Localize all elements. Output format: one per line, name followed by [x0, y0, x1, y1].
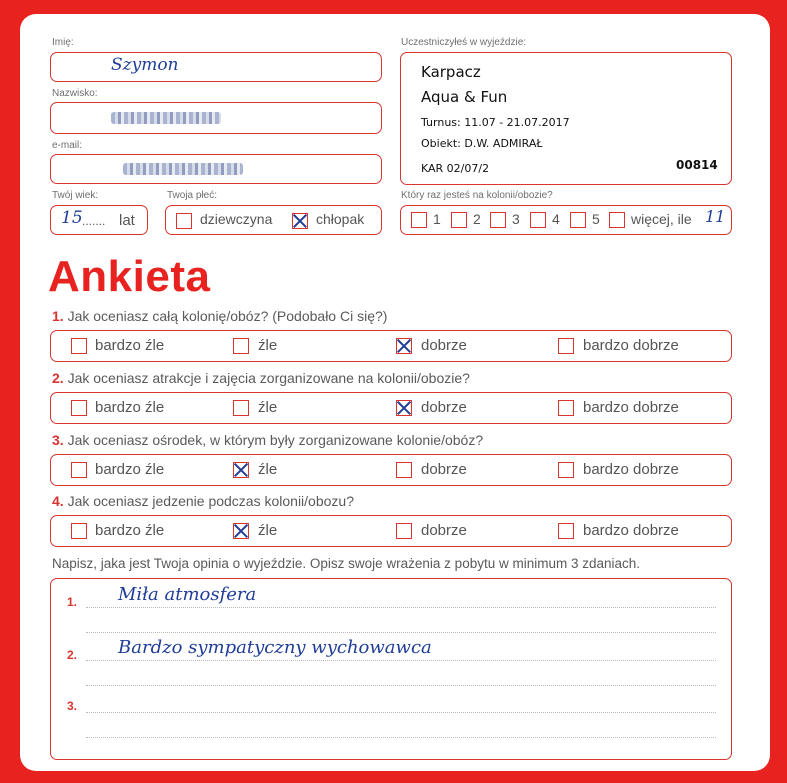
q3-checkbox-good[interactable]	[396, 462, 412, 478]
opinion-line-number-1: 1.	[67, 595, 78, 609]
camp-name: Aqua & Fun	[421, 88, 508, 106]
q4-checkbox-bad[interactable]	[233, 523, 249, 539]
opinion-line-2b	[86, 685, 716, 686]
q3-checkbox-very-good[interactable]	[558, 462, 574, 478]
q3-checkbox-bad[interactable]	[233, 462, 249, 478]
q3-checkbox-very-bad[interactable]	[71, 462, 87, 478]
q2-option-very-good: bardzo dobrze	[583, 399, 679, 416]
age-unit: lat	[119, 212, 135, 229]
camp-info-box	[400, 52, 732, 185]
times-option-3: 3	[512, 211, 520, 227]
q1-option-very-bad: bardzo źle	[95, 337, 165, 354]
age-dots: .......	[82, 214, 106, 228]
q1-checkbox-very-good[interactable]	[558, 338, 574, 354]
opinion-line-number-2: 2.	[67, 648, 78, 662]
q1-checkbox-bad[interactable]	[233, 338, 249, 354]
q1-option-good: dobrze	[421, 337, 467, 354]
q2-checkbox-very-bad[interactable]	[71, 400, 87, 416]
age-field[interactable]	[50, 205, 148, 235]
question-1-answers	[50, 330, 732, 362]
times-answer: 11	[705, 207, 726, 226]
question-2-number: 2.	[52, 370, 64, 386]
question-3	[52, 432, 483, 448]
q3-option-good: dobrze	[421, 461, 467, 478]
q4-option-bad: źle	[258, 522, 278, 539]
question-4-text: Jak oceniasz jedzenie podczas kolonii/obozu?	[67, 493, 354, 509]
camp-number: 00814	[676, 158, 718, 172]
q1-option-very-good: bardzo dobrze	[583, 337, 679, 354]
name-value: Szymon	[111, 55, 179, 75]
q2-option-very-bad: bardzo źle	[95, 399, 165, 416]
opinion-answer-2: Bardzo sympatyczny wychowawca	[118, 637, 432, 658]
q4-checkbox-very-good[interactable]	[558, 523, 574, 539]
question-4	[52, 493, 354, 509]
q3-option-very-bad: bardzo źle	[95, 461, 165, 478]
camp-object: Obiekt: D.W. ADMIRAŁ	[421, 137, 543, 150]
times-option-1: 1	[433, 211, 441, 227]
q1-checkbox-good[interactable]	[396, 338, 412, 354]
times-checkbox-5[interactable]	[570, 212, 586, 228]
times-option-2: 2	[473, 211, 481, 227]
question-4-answers	[50, 515, 732, 547]
opinion-answer-1: Miła atmosfera	[118, 584, 257, 605]
q4-option-very-good: bardzo dobrze	[583, 522, 679, 539]
survey-title: Ankieta	[48, 252, 211, 301]
age-label: Twój wiek:	[52, 190, 99, 201]
q2-checkbox-very-good[interactable]	[558, 400, 574, 416]
gender-label: Twoja płeć:	[167, 190, 218, 201]
times-checkbox-more[interactable]	[609, 212, 625, 228]
opinion-line-number-3: 3.	[67, 699, 78, 713]
q1-option-bad: źle	[258, 337, 278, 354]
camp-city: Karpacz	[421, 63, 481, 81]
surname-redacted	[111, 112, 221, 124]
q3-option-very-good: bardzo dobrze	[583, 461, 679, 478]
q2-checkbox-bad[interactable]	[233, 400, 249, 416]
email-redacted	[123, 163, 243, 175]
q4-option-good: dobrze	[421, 522, 467, 539]
question-2-answers	[50, 392, 732, 424]
q4-checkbox-good[interactable]	[396, 523, 412, 539]
q4-option-very-bad: bardzo źle	[95, 522, 165, 539]
question-3-number: 3.	[52, 432, 64, 448]
times-checkbox-4[interactable]	[530, 212, 546, 228]
times-option-5: 5	[592, 211, 600, 227]
q2-option-good: dobrze	[421, 399, 467, 416]
opinion-line-1	[86, 607, 716, 608]
name-field[interactable]	[50, 52, 382, 82]
gender-checkbox-girl[interactable]	[176, 213, 192, 229]
times-field	[400, 205, 732, 235]
gender-checkbox-boy[interactable]	[292, 213, 308, 229]
question-1-text: Jak oceniasz całą kolonię/obóz? (Podobało Ci się?)	[67, 308, 388, 324]
email-label: e-mail:	[52, 140, 83, 151]
q4-checkbox-very-bad[interactable]	[71, 523, 87, 539]
question-1	[52, 308, 387, 324]
times-label: Który raz jesteś na kolonii/obozie?	[401, 190, 553, 201]
email-field[interactable]	[50, 154, 382, 184]
q3-option-bad: źle	[258, 461, 278, 478]
question-1-number: 1.	[52, 308, 64, 324]
opinion-prompt: Napisz, jaka jest Twoja opinia o wyjeździe. Opisz swoje wrażenia z pobytu w minimum 3 zdaniach.	[52, 556, 641, 571]
gender-field	[165, 205, 382, 235]
question-4-number: 4.	[52, 493, 64, 509]
question-3-text: Jak oceniasz ośrodek, w którym były zorganizowane kolonie/obóz?	[67, 432, 484, 448]
opinion-line-3b	[86, 737, 716, 738]
question-2	[52, 370, 470, 386]
q1-checkbox-very-bad[interactable]	[71, 338, 87, 354]
opinion-line-2	[86, 660, 716, 661]
camp-label: Uczestniczyłeś w wyjeździe:	[401, 37, 527, 48]
times-checkbox-1[interactable]	[411, 212, 427, 228]
opinion-line-1b	[86, 632, 716, 633]
question-3-answers	[50, 454, 732, 486]
camp-turnus: Turnus: 11.07 - 21.07.2017	[421, 116, 570, 129]
times-checkbox-3[interactable]	[490, 212, 506, 228]
name-label: Imię:	[52, 37, 74, 48]
opinion-line-3	[86, 712, 716, 713]
question-2-text: Jak oceniasz atrakcje i zajęcia zorganizowane na kolonii/obozie?	[67, 370, 470, 386]
q2-option-bad: źle	[258, 399, 278, 416]
times-option-more: więcej, ile	[631, 211, 692, 227]
q2-checkbox-good[interactable]	[396, 400, 412, 416]
gender-option-girl: dziewczyna	[200, 211, 273, 227]
age-value: 15	[61, 208, 83, 228]
times-option-4: 4	[552, 211, 560, 227]
camp-code: KAR 02/07/2	[421, 162, 490, 175]
times-checkbox-2[interactable]	[451, 212, 467, 228]
opinion-box[interactable]	[50, 578, 732, 760]
surname-field[interactable]	[50, 102, 382, 134]
gender-option-boy: chłopak	[316, 211, 365, 227]
surname-label: Nazwisko:	[52, 88, 98, 99]
